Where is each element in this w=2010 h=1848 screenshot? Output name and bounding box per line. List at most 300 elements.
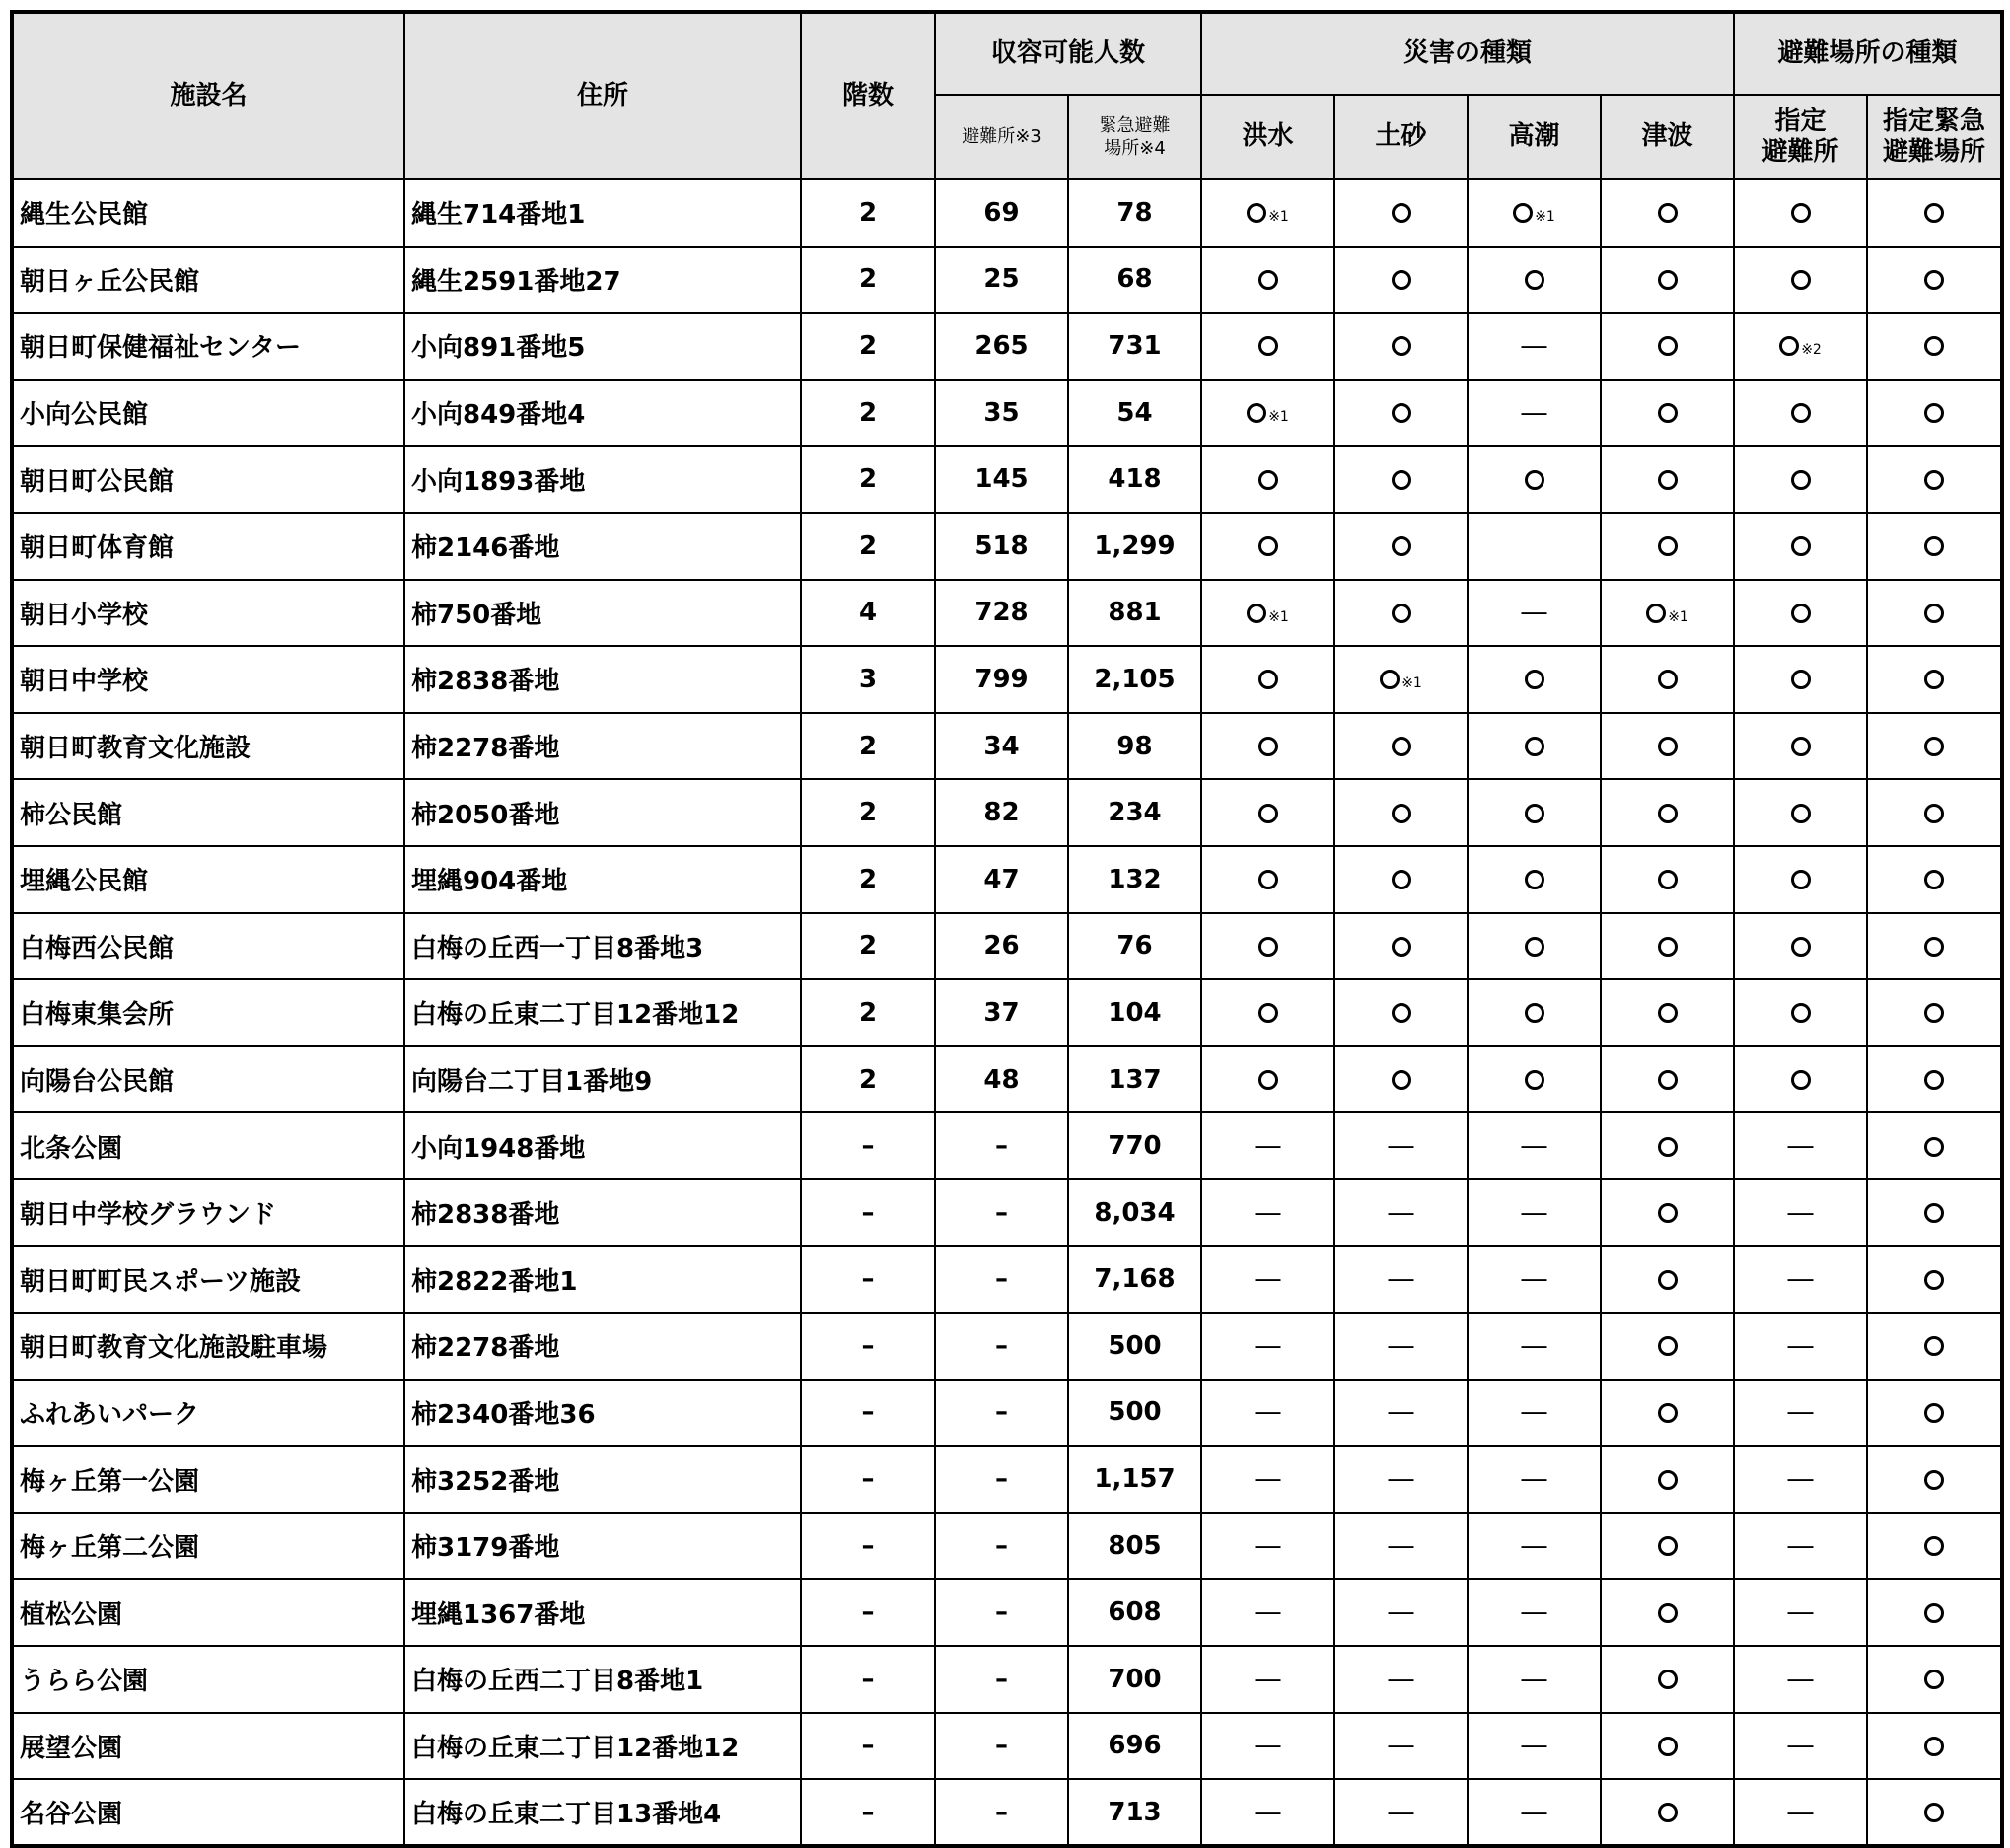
circle-mark (1392, 870, 1411, 889)
designated-shelter-cell (1734, 1646, 1867, 1713)
facility-name: 朝日中学校 (12, 646, 404, 713)
circle-mark (1258, 804, 1278, 823)
circle-mark (1258, 870, 1278, 889)
table-row (12, 1713, 2002, 1780)
dash-mark: ― (1787, 1131, 1814, 1162)
landslide-cell (1334, 713, 1468, 780)
facility-name: 小向公民館 (12, 380, 404, 447)
shelter-capacity: – (935, 1179, 1068, 1246)
facility-address: 小向849番地4 (404, 380, 801, 447)
facility-name: ふれあいパーク (12, 1380, 404, 1447)
flood-cell (1201, 1046, 1334, 1113)
facility-name: 埋縄公民館 (12, 846, 404, 913)
emergency-capacity: 54 (1068, 380, 1201, 447)
facility-name: 朝日町教育文化施設 (12, 713, 404, 780)
footnote-mark: ※1 (1268, 608, 1289, 625)
storm-surge-cell (1468, 646, 1601, 713)
landslide-cell (1334, 446, 1468, 513)
tsunami-cell (1601, 913, 1734, 980)
storm-surge-cell (1468, 179, 1601, 247)
header-floors: 階数 (801, 12, 935, 179)
tsunami-cell (1601, 247, 1734, 314)
circle-mark (1924, 1803, 1944, 1822)
designated-shelter-cell (1734, 513, 1867, 580)
circle-mark (1924, 336, 1944, 356)
circle-mark (1525, 937, 1544, 957)
tsunami-cell (1601, 380, 1734, 447)
circle-mark (1658, 1137, 1678, 1157)
circle-mark (1658, 1203, 1678, 1223)
flood-cell (1201, 1713, 1334, 1780)
circle-mark (1791, 604, 1811, 623)
storm-surge-cell (1468, 913, 1601, 980)
emergency-site-cell (1867, 313, 2002, 380)
floor-count: 2 (801, 179, 935, 247)
circle-mark (1791, 670, 1811, 689)
dash-mark: ― (1521, 1464, 1547, 1495)
circle-mark (1658, 1670, 1678, 1689)
circle-mark (1924, 804, 1944, 823)
shelter-capacity: 799 (935, 646, 1068, 713)
circle-mark (1924, 470, 1944, 490)
designated-shelter-cell (1734, 1313, 1867, 1380)
facility-name: 朝日町体育館 (12, 513, 404, 580)
emergency-capacity: 68 (1068, 247, 1201, 314)
circle-mark (1392, 804, 1411, 823)
facility-address: 柿2050番地 (404, 779, 801, 846)
circle-mark (1658, 1803, 1678, 1822)
dash-mark: ― (1255, 1264, 1281, 1295)
emergency-capacity: 234 (1068, 779, 1201, 846)
facility-address: 白梅の丘東二丁目12番地12 (404, 979, 801, 1046)
circle-mark (1525, 1070, 1544, 1090)
table-row (12, 1313, 2002, 1380)
storm-surge-cell (1468, 1446, 1601, 1513)
storm-surge-cell (1468, 1313, 1601, 1380)
table-row (12, 580, 2002, 647)
footnote-mark: ※1 (1535, 209, 1555, 226)
flood-cell (1201, 580, 1334, 647)
circle-mark (1924, 536, 1944, 556)
facility-address: 柿3179番地 (404, 1513, 801, 1580)
storm-surge-cell (1468, 247, 1601, 314)
flood-cell (1201, 979, 1334, 1046)
tsunami-cell (1601, 1112, 1734, 1179)
storm-surge-cell (1468, 1646, 1601, 1713)
circle-mark (1258, 937, 1278, 957)
dash-mark: ― (1521, 598, 1547, 628)
designated-shelter-cell (1734, 1246, 1867, 1314)
dash-mark: ― (1787, 1330, 1814, 1361)
circle-mark (1392, 403, 1411, 423)
emergency-site-cell (1867, 247, 2002, 314)
tsunami-cell (1601, 1380, 1734, 1447)
emergency-capacity: 700 (1068, 1646, 1201, 1713)
landslide-cell (1334, 1179, 1468, 1246)
circle-mark (1924, 870, 1944, 889)
header-disaster-type: 災害の種類 (1201, 12, 1734, 95)
circle-mark (1791, 1003, 1811, 1023)
facility-address: 縄生2591番地27 (404, 247, 801, 314)
shelter-capacity: 69 (935, 179, 1068, 247)
storm-surge-cell (1468, 1579, 1601, 1646)
floor-count: 2 (801, 779, 935, 846)
emergency-site-cell (1867, 513, 2002, 580)
facility-name: うらら公園 (12, 1646, 404, 1713)
circle-mark (1791, 470, 1811, 490)
flood-cell (1201, 313, 1334, 380)
header-capacity-emergency-line2: 場所※4 (1104, 138, 1166, 159)
shelter-capacity: – (935, 1112, 1068, 1179)
dash-mark: ― (1521, 1131, 1547, 1162)
table-row (12, 979, 2002, 1046)
tsunami-cell (1601, 1779, 1734, 1846)
floor-count: 2 (801, 1046, 935, 1113)
dash-mark: ― (1787, 1797, 1814, 1827)
landslide-cell (1334, 247, 1468, 314)
dash-mark: ― (1787, 1664, 1814, 1694)
facility-address: 白梅の丘西二丁目8番地1 (404, 1646, 801, 1713)
shelter-capacity: 728 (935, 580, 1068, 647)
flood-cell (1201, 779, 1334, 846)
flood-cell (1201, 446, 1334, 513)
designated-shelter-cell (1734, 913, 1867, 980)
footnote-mark: ※1 (1401, 675, 1422, 692)
flood-cell (1201, 846, 1334, 913)
circle-mark (1791, 270, 1811, 290)
flood-cell (1201, 1246, 1334, 1314)
table-row (12, 247, 2002, 314)
emergency-capacity: 713 (1068, 1779, 1201, 1846)
header-capacity-emergency (1068, 95, 1201, 179)
flood-cell (1201, 1513, 1334, 1580)
floor-count: – (801, 1246, 935, 1314)
circle-mark (1525, 1003, 1544, 1023)
facility-address: 小向1893番地 (404, 446, 801, 513)
circle-mark (1924, 1470, 1944, 1490)
tsunami-cell (1601, 1046, 1734, 1113)
facility-name: 朝日町公民館 (12, 446, 404, 513)
landslide-cell (1334, 1112, 1468, 1179)
circle-mark (1525, 470, 1544, 490)
landslide-cell (1334, 179, 1468, 247)
floor-count: – (801, 1779, 935, 1846)
designated-shelter-cell (1734, 580, 1867, 647)
dash-mark: ― (1388, 1197, 1414, 1228)
emergency-site-cell (1867, 1446, 2002, 1513)
circle-mark (1658, 1737, 1678, 1756)
facility-address: 柿2278番地 (404, 713, 801, 780)
dash-mark: ― (1521, 1797, 1547, 1827)
flood-cell (1201, 713, 1334, 780)
circle-mark (1924, 1403, 1944, 1423)
storm-surge-cell (1468, 380, 1601, 447)
facility-name: 朝日ヶ丘公民館 (12, 247, 404, 314)
facility-address: 白梅の丘東二丁目13番地4 (404, 1779, 801, 1846)
tsunami-cell (1601, 846, 1734, 913)
shelter-capacity: 518 (935, 513, 1068, 580)
shelter-capacity: – (935, 1313, 1068, 1380)
circle-mark (1924, 1070, 1944, 1090)
shelter-capacity: – (935, 1446, 1068, 1513)
facility-name: 北条公園 (12, 1112, 404, 1179)
emergency-site-cell (1867, 646, 2002, 713)
circle-mark (1525, 737, 1544, 756)
designated-shelter-cell (1734, 247, 1867, 314)
circle-mark (1392, 270, 1411, 290)
emergency-site-cell (1867, 1313, 2002, 1380)
floor-count: – (801, 1646, 935, 1713)
designated-shelter-cell (1734, 1179, 1867, 1246)
facility-name: 朝日町保健福祉センター (12, 313, 404, 380)
flood-cell (1201, 1646, 1334, 1713)
floor-count: – (801, 1713, 935, 1780)
designated-shelter-cell (1734, 1713, 1867, 1780)
floor-count: 2 (801, 247, 935, 314)
circle-mark (1658, 403, 1678, 423)
circle-mark (1658, 470, 1678, 490)
facility-address: 白梅の丘東二丁目12番地12 (404, 1713, 801, 1780)
dash-mark: ― (1255, 1197, 1281, 1228)
emergency-site-cell (1867, 1713, 2002, 1780)
tsunami-cell (1601, 179, 1734, 247)
emergency-site-cell (1867, 580, 2002, 647)
circle-mark (1924, 1137, 1944, 1157)
shelter-capacity: 34 (935, 713, 1068, 780)
floor-count: 2 (801, 513, 935, 580)
emergency-capacity: 98 (1068, 713, 1201, 780)
shelter-capacity: – (935, 1779, 1068, 1846)
emergency-capacity: 696 (1068, 1713, 1201, 1780)
circle-mark (1392, 203, 1411, 223)
circle-mark (1392, 604, 1411, 623)
emergency-capacity: 500 (1068, 1313, 1201, 1380)
dash-mark: ― (1787, 1397, 1814, 1428)
storm-surge-cell (1468, 513, 1601, 580)
emergency-capacity: 132 (1068, 846, 1201, 913)
facility-address: 埋縄1367番地 (404, 1579, 801, 1646)
circle-mark (1525, 670, 1544, 689)
circle-mark (1658, 336, 1678, 356)
landslide-cell (1334, 979, 1468, 1046)
landslide-cell (1334, 646, 1468, 713)
shelter-capacity: – (935, 1713, 1068, 1780)
header-designated-line2: 避難所 (1761, 137, 1839, 167)
facility-name: 柿公民館 (12, 779, 404, 846)
dash-mark: ― (1388, 1598, 1414, 1628)
floor-count: 2 (801, 846, 935, 913)
emergency-capacity: 8,034 (1068, 1179, 1201, 1246)
designated-shelter-cell (1734, 979, 1867, 1046)
table-row (12, 779, 2002, 846)
flood-cell (1201, 1112, 1334, 1179)
designated-shelter-cell (1734, 713, 1867, 780)
circle-mark (1658, 1603, 1678, 1623)
dash-mark: ― (1521, 1664, 1547, 1694)
designated-shelter-cell (1734, 313, 1867, 380)
table-row (12, 1380, 2002, 1447)
emergency-site-cell (1867, 1179, 2002, 1246)
table-row (12, 1112, 2002, 1179)
header-capacity: 収容可能人数 (935, 12, 1201, 95)
dash-mark: ― (1388, 1330, 1414, 1361)
shelter-capacity: – (935, 1380, 1068, 1447)
circle-mark (1392, 1070, 1411, 1090)
circle-mark (1924, 604, 1944, 623)
emergency-site-cell (1867, 446, 2002, 513)
tsunami-cell (1601, 1579, 1734, 1646)
floor-count: 2 (801, 713, 935, 780)
facility-address: 柿2838番地 (404, 646, 801, 713)
shelter-capacity: – (935, 1246, 1068, 1314)
floor-count: 3 (801, 646, 935, 713)
circle-mark (1791, 737, 1811, 756)
table-row (12, 313, 2002, 380)
emergency-site-cell (1867, 1779, 2002, 1846)
evacuation-site-table (10, 10, 2004, 1848)
header-capacity-shelter: 避難所※3 (935, 95, 1068, 179)
dash-mark: ― (1521, 1330, 1547, 1361)
footnote-mark: ※1 (1668, 608, 1688, 625)
designated-shelter-cell (1734, 1579, 1867, 1646)
dash-mark: ― (1255, 1530, 1281, 1561)
table-row (12, 1046, 2002, 1113)
circle-mark (1392, 737, 1411, 756)
storm-surge-cell (1468, 1713, 1601, 1780)
designated-shelter-cell (1734, 380, 1867, 447)
circle-mark (1791, 403, 1811, 423)
circle-mark (1658, 737, 1678, 756)
flood-cell (1201, 513, 1334, 580)
circle-mark (1791, 536, 1811, 556)
emergency-capacity: 1,157 (1068, 1446, 1201, 1513)
dash-mark: ― (1255, 1598, 1281, 1628)
circle-mark (1258, 737, 1278, 756)
table-row (12, 846, 2002, 913)
designated-shelter-cell (1734, 446, 1867, 513)
flood-cell (1201, 1179, 1334, 1246)
floor-count: 4 (801, 580, 935, 647)
circle-mark (1646, 604, 1666, 623)
header-tsunami: 津波 (1601, 95, 1734, 179)
emergency-site-cell (1867, 913, 2002, 980)
dash-mark: ― (1787, 1464, 1814, 1495)
emergency-site-cell (1867, 1513, 2002, 1580)
dash-mark: ― (1388, 1530, 1414, 1561)
footnote-mark: ※1 (1268, 209, 1289, 226)
circle-mark (1258, 1003, 1278, 1023)
circle-mark (1924, 1670, 1944, 1689)
footnote-mark: ※2 (1801, 342, 1822, 359)
facility-address: 柿3252番地 (404, 1446, 801, 1513)
landslide-cell (1334, 1713, 1468, 1780)
footnote-mark: ※1 (1268, 409, 1289, 426)
emergency-capacity: 770 (1068, 1112, 1201, 1179)
circle-mark (1791, 870, 1811, 889)
circle-mark (1258, 470, 1278, 490)
emergency-site-cell (1867, 380, 2002, 447)
facility-name: 白梅西公民館 (12, 913, 404, 980)
header-site-type: 避難場所の種類 (1734, 12, 2002, 95)
tsunami-cell (1601, 779, 1734, 846)
circle-mark (1392, 336, 1411, 356)
circle-mark (1658, 536, 1678, 556)
table-row (12, 179, 2002, 247)
facility-address: 柿2146番地 (404, 513, 801, 580)
tsunami-cell (1601, 1713, 1734, 1780)
circle-mark (1658, 1270, 1678, 1290)
facility-address: 小向891番地5 (404, 313, 801, 380)
dash-mark: ― (1388, 1464, 1414, 1495)
storm-surge-cell (1468, 1246, 1601, 1314)
evacuation-site-sheet (10, 10, 2004, 1848)
dash-mark: ― (1388, 1131, 1414, 1162)
shelter-capacity: 82 (935, 779, 1068, 846)
emergency-capacity: 881 (1068, 580, 1201, 647)
emergency-capacity: 2,105 (1068, 646, 1201, 713)
landslide-cell (1334, 1380, 1468, 1447)
header-storm-surge: 高潮 (1468, 95, 1601, 179)
dash-mark: ― (1255, 1731, 1281, 1761)
shelter-capacity: 265 (935, 313, 1068, 380)
circle-mark (1392, 470, 1411, 490)
circle-mark (1924, 403, 1944, 423)
table-row (12, 646, 2002, 713)
landslide-cell (1334, 779, 1468, 846)
circle-mark (1658, 1470, 1678, 1490)
emergency-site-cell (1867, 1380, 2002, 1447)
emergency-site-cell (1867, 979, 2002, 1046)
emergency-site-cell (1867, 1246, 2002, 1314)
circle-mark (1658, 1003, 1678, 1023)
tsunami-cell (1601, 979, 1734, 1046)
floor-count: – (801, 1112, 935, 1179)
storm-surge-cell (1468, 713, 1601, 780)
emergency-capacity: 608 (1068, 1579, 1201, 1646)
circle-mark (1258, 336, 1278, 356)
landslide-cell (1334, 513, 1468, 580)
facility-address: 柿750番地 (404, 580, 801, 647)
dash-mark: ― (1521, 1397, 1547, 1428)
floor-count: 2 (801, 380, 935, 447)
facility-address: 埋縄904番地 (404, 846, 801, 913)
floor-count: 2 (801, 913, 935, 980)
dash-mark: ― (1787, 1598, 1814, 1628)
dash-mark: ― (1521, 1197, 1547, 1228)
facility-name: 梅ヶ丘第一公園 (12, 1446, 404, 1513)
dash-mark: ― (1388, 1397, 1414, 1428)
floor-count: – (801, 1579, 935, 1646)
circle-mark (1924, 1203, 1944, 1223)
designated-shelter-cell (1734, 1513, 1867, 1580)
facility-name: 名谷公園 (12, 1779, 404, 1846)
circle-mark (1525, 870, 1544, 889)
landslide-cell (1334, 1246, 1468, 1314)
dash-mark: ― (1521, 1530, 1547, 1561)
circle-mark (1658, 937, 1678, 957)
storm-surge-cell (1468, 1179, 1601, 1246)
circle-mark (1247, 403, 1266, 423)
table-row (12, 1179, 2002, 1246)
shelter-capacity: 37 (935, 979, 1068, 1046)
header-address: 住所 (404, 12, 801, 179)
circle-mark (1658, 1070, 1678, 1090)
circle-mark (1258, 670, 1278, 689)
facility-name: 朝日町教育文化施設駐車場 (12, 1313, 404, 1380)
circle-mark (1779, 336, 1799, 356)
circle-mark (1924, 737, 1944, 756)
landslide-cell (1334, 580, 1468, 647)
